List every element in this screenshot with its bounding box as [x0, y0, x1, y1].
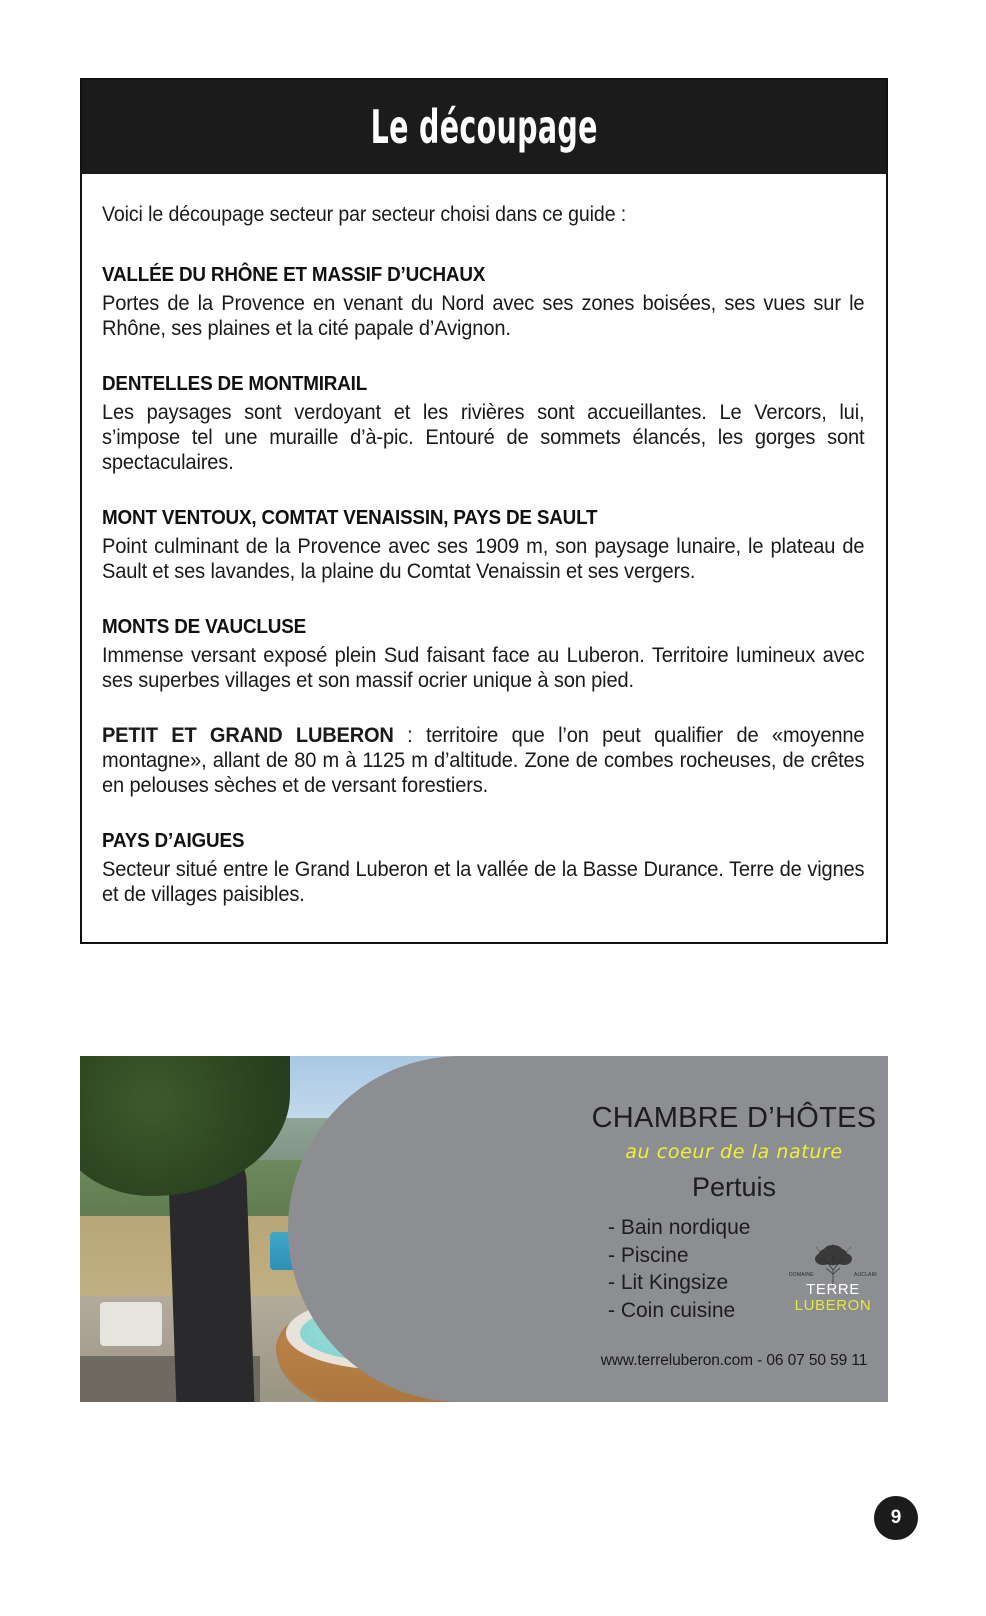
section-text: Les paysages sont verdoyant et les rivières sont accueillantes. Le Vercors, lui, s’impose tel une muraille d’à-pic. Entouré de sommets élancés, les gorges sont spectaculaires.	[102, 400, 865, 474]
section-mont-ventoux	[102, 506, 866, 585]
section-text: Immense versant exposé plein Sud faisant face au Luberon. Territoire lumineux avec ses superbes villages et son massif ocrier unique à son pied.	[102, 643, 865, 692]
section-text: Secteur situé entre le Grand Luberon et la vallée de la Basse Durance. Terre de vignes et de villages paisibles.	[102, 857, 865, 906]
section-text-inline: : territoire que l’on peut qualifier de «moyenne montagne», allant de 80 m à 1125 m d’altitude. Zone de combes rocheuses, de crêtes en pelouses sèches et de versant forestiers.	[102, 723, 865, 797]
intro-paragraph: Voici le découpage secteur par secteur choisi dans ce guide :	[102, 203, 627, 226]
advertisement-city: Pertuis	[691, 1172, 777, 1202]
page-title: Le découpage	[370, 100, 598, 154]
terre-luberon-logo	[785, 1244, 881, 1314]
section-text: Point culminant de la Provence avec ses 1909 m, son paysage lunaire, le plateau de Sault et ses lavandes, la plaine du Comtat Venaissin et ses vergers.	[102, 534, 865, 583]
list-item: - Bain nordique	[608, 1216, 751, 1239]
article-title-bar	[82, 80, 886, 174]
photo-chair	[100, 1302, 162, 1346]
article-card	[80, 78, 888, 944]
section-heading: VALLÉE DU RHÔNE ET MASSIF D’UCHAUX	[102, 262, 486, 286]
section-heading: PAYS D’AIGUES	[102, 828, 245, 852]
section-text: Portes de la Provence en venant du Nord avec ses zones boisées, ses vues sur le Rhône, ses plaines et la cité papale d’Avignon.	[102, 291, 865, 340]
page-number-badge: 9	[874, 1496, 918, 1540]
section-vallee-du-rhone	[102, 263, 866, 342]
advertisement-banner[interactable]	[80, 1056, 888, 1402]
olive-tree-icon	[806, 1244, 860, 1286]
section-heading: MONT VENTOUX, COMTAT VENAISSIN, PAYS DE SAULT	[102, 505, 598, 529]
article-body	[82, 174, 886, 942]
advertisement-contact[interactable]: www.terreluberon.com - 06 07 50 59 11	[600, 1352, 868, 1369]
logo-brand-line-1: TERRE	[806, 1281, 860, 1298]
list-item: - Coin cuisine	[608, 1299, 736, 1323]
advertisement-content	[580, 1056, 888, 1402]
section-text	[102, 724, 864, 799]
section-monts-de-vaucluse	[102, 615, 866, 694]
list-item: - Piscine	[608, 1243, 689, 1267]
logo-domaine-line	[785, 1272, 881, 1278]
advertisement-tagline: au coeur de la nature	[625, 1141, 843, 1163]
section-heading: DENTELLES DE MONTMIRAIL	[102, 371, 368, 395]
advertisement-title: CHAMBRE D’HÔTES	[591, 1102, 877, 1134]
section-heading-inline: PETIT ET GRAND LUBERON	[102, 723, 394, 747]
list-item: - Lit Kingsize	[608, 1271, 729, 1295]
logo-brand-line-2: LUBERON	[794, 1296, 872, 1314]
logo-left-word: DOMAINE	[789, 1272, 814, 1278]
advertisement-feature-list	[608, 1214, 750, 1325]
section-dentelles-de-montmirail	[102, 372, 866, 476]
section-petit-et-grand-luberon	[102, 724, 866, 799]
section-pays-daigues	[102, 829, 866, 908]
section-heading: MONTS DE VAUCLUSE	[102, 614, 306, 638]
logo-right-word: AUCLAIR	[853, 1272, 877, 1278]
